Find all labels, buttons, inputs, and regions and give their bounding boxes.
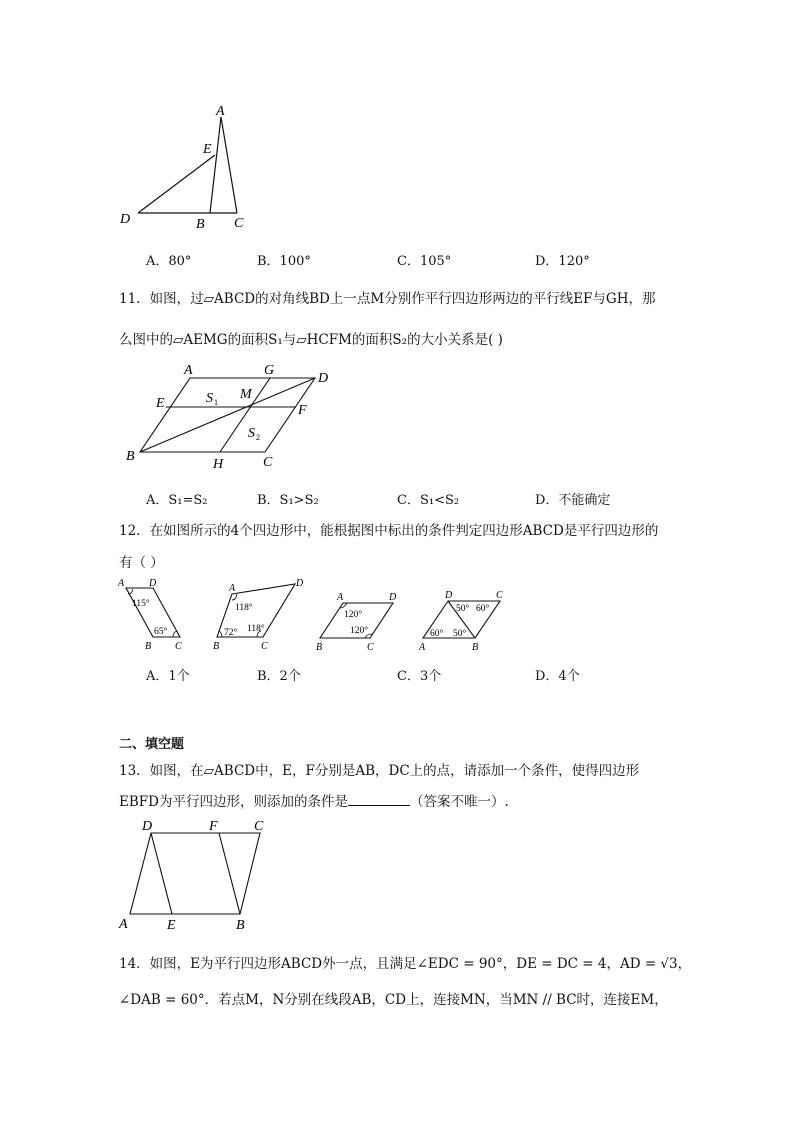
label-B: B xyxy=(126,449,135,464)
q12-option-c[interactable]: C．3个 xyxy=(397,669,442,684)
label-C: C xyxy=(254,819,264,834)
label-D: D xyxy=(142,819,153,834)
label-C: C xyxy=(367,642,374,653)
label-S1: S xyxy=(206,391,213,406)
label-D: D xyxy=(120,212,131,227)
label-A: A xyxy=(229,583,236,594)
label-E: E xyxy=(167,918,176,933)
q12-figure-3 xyxy=(310,588,405,653)
q12-option-d[interactable]: D．4个 xyxy=(535,669,580,684)
label-A: A xyxy=(419,642,426,653)
q13-figure xyxy=(115,815,275,935)
label-A: A xyxy=(119,917,128,932)
q12-figure-4 xyxy=(415,586,515,654)
angle-label: 72° xyxy=(224,628,238,638)
label-A: A xyxy=(118,578,125,589)
label-B: B xyxy=(316,642,323,653)
q13-stem-line2 xyxy=(119,790,509,810)
label-A: A xyxy=(184,363,193,378)
q10-option-a[interactable]: A．80° xyxy=(146,254,192,269)
angle-label: 118° xyxy=(247,624,265,634)
angle-label: 60° xyxy=(430,629,444,639)
label-F: F xyxy=(209,819,218,834)
segment-AC xyxy=(221,117,237,213)
q12-option-b[interactable]: B．2个 xyxy=(257,669,301,684)
q14-stem-line2: ∠DAB = 60°．若点M，N分别在线段AB，CD上，连接MN，当MN // BC时，连接EM， xyxy=(119,992,668,1008)
angle-label: 120° xyxy=(344,610,363,620)
q12-stem-line1: 12．在如图所示的4个四边形中，能根据图中标出的条件判定四边形ABCD是平行四边形的 xyxy=(119,523,659,539)
angle-arc xyxy=(232,594,237,600)
label-A: A xyxy=(216,104,225,119)
angle-label: 118° xyxy=(235,603,253,613)
answer-blank[interactable] xyxy=(348,793,410,806)
angle-arc xyxy=(219,631,222,637)
q11-figure xyxy=(120,360,350,475)
label-G: G xyxy=(264,363,275,378)
angle-label: 50° xyxy=(456,604,470,614)
quadrilateral-1 xyxy=(126,588,180,637)
q11-option-d[interactable]: D．不能确定 xyxy=(535,493,611,508)
angle-label: 50° xyxy=(453,629,467,639)
label-B: B xyxy=(236,918,245,933)
segment-FB xyxy=(219,833,240,914)
q11-option-a[interactable]: A．S₁=S₂ xyxy=(146,493,208,508)
q10-figure xyxy=(110,100,270,235)
label-S1-sub: 1 xyxy=(214,398,218,407)
angle-label: 65° xyxy=(154,627,168,637)
label-C: C xyxy=(175,641,182,652)
label-D: D xyxy=(149,578,157,589)
label-B: B xyxy=(196,217,205,232)
label-D: D xyxy=(445,590,453,601)
label-D: D xyxy=(389,592,397,603)
q10-option-c[interactable]: C．105° xyxy=(397,254,452,269)
q13-stem-line2-a: EBFD为平行四边形，则添加的条件是 xyxy=(119,794,348,810)
q11-stem-line2: 么图中的▱AEMG的面积S₁与▱HCFM的面积S₂的大小关系是( ) xyxy=(119,332,503,348)
label-B: B xyxy=(145,641,152,652)
section-heading: 二、填空题 xyxy=(119,737,185,752)
label-M: M xyxy=(240,387,252,402)
label-H: H xyxy=(213,457,224,472)
label-B: B xyxy=(472,642,479,653)
segment-AB xyxy=(210,117,221,213)
label-D: D xyxy=(296,578,304,589)
parallelogram-ABCD xyxy=(130,833,260,914)
q11-stem-line1: 11．如图，过▱ABCD的对角线BD上一点M分别作平行四边形两边的平行线EF与GH，那 xyxy=(119,291,656,307)
angle-label: 115° xyxy=(132,599,150,609)
angle-label: 120° xyxy=(350,626,369,636)
label-S2-sub: 2 xyxy=(256,433,260,442)
label-C: C xyxy=(234,216,244,231)
q11-option-c[interactable]: C．S₁<S₂ xyxy=(397,493,460,508)
label-E: E xyxy=(156,396,165,411)
label-C: C xyxy=(263,455,273,470)
q14-stem-line1: 14．如图，E为平行四边形ABCD外一点，且满足∠EDC = 90°，DE = DC = 4，AD = √3， xyxy=(119,956,692,972)
label-S2: S xyxy=(248,426,255,441)
label-E: E xyxy=(203,142,212,157)
angle-arc xyxy=(173,631,177,637)
q10-option-d[interactable]: D．120° xyxy=(535,254,590,269)
q13-stem-line2-b: （答案不唯一）. xyxy=(409,794,509,810)
label-D: D xyxy=(318,371,329,386)
label-C: C xyxy=(496,590,503,601)
label-A: A xyxy=(337,592,344,603)
label-F: F xyxy=(298,403,307,418)
segment-DE xyxy=(138,155,215,213)
segment-DE xyxy=(151,833,172,914)
q11-option-b[interactable]: B．S₁>S₂ xyxy=(257,493,319,508)
q13-stem-line1: 13．如图，在▱ABCD中，E，F分别是AB，DC上的点，请添加一个条件，使得四边形 xyxy=(119,763,640,779)
q12-option-a[interactable]: A．1个 xyxy=(146,669,190,684)
label-C: C xyxy=(261,641,268,652)
q12-figure-2 xyxy=(205,576,315,651)
q12-stem-line2: 有（ ） xyxy=(119,555,164,571)
label-B: B xyxy=(213,641,220,652)
q10-option-b[interactable]: B．100° xyxy=(257,254,311,269)
angle-label: 60° xyxy=(476,604,490,614)
q12-figure-1 xyxy=(115,576,195,651)
